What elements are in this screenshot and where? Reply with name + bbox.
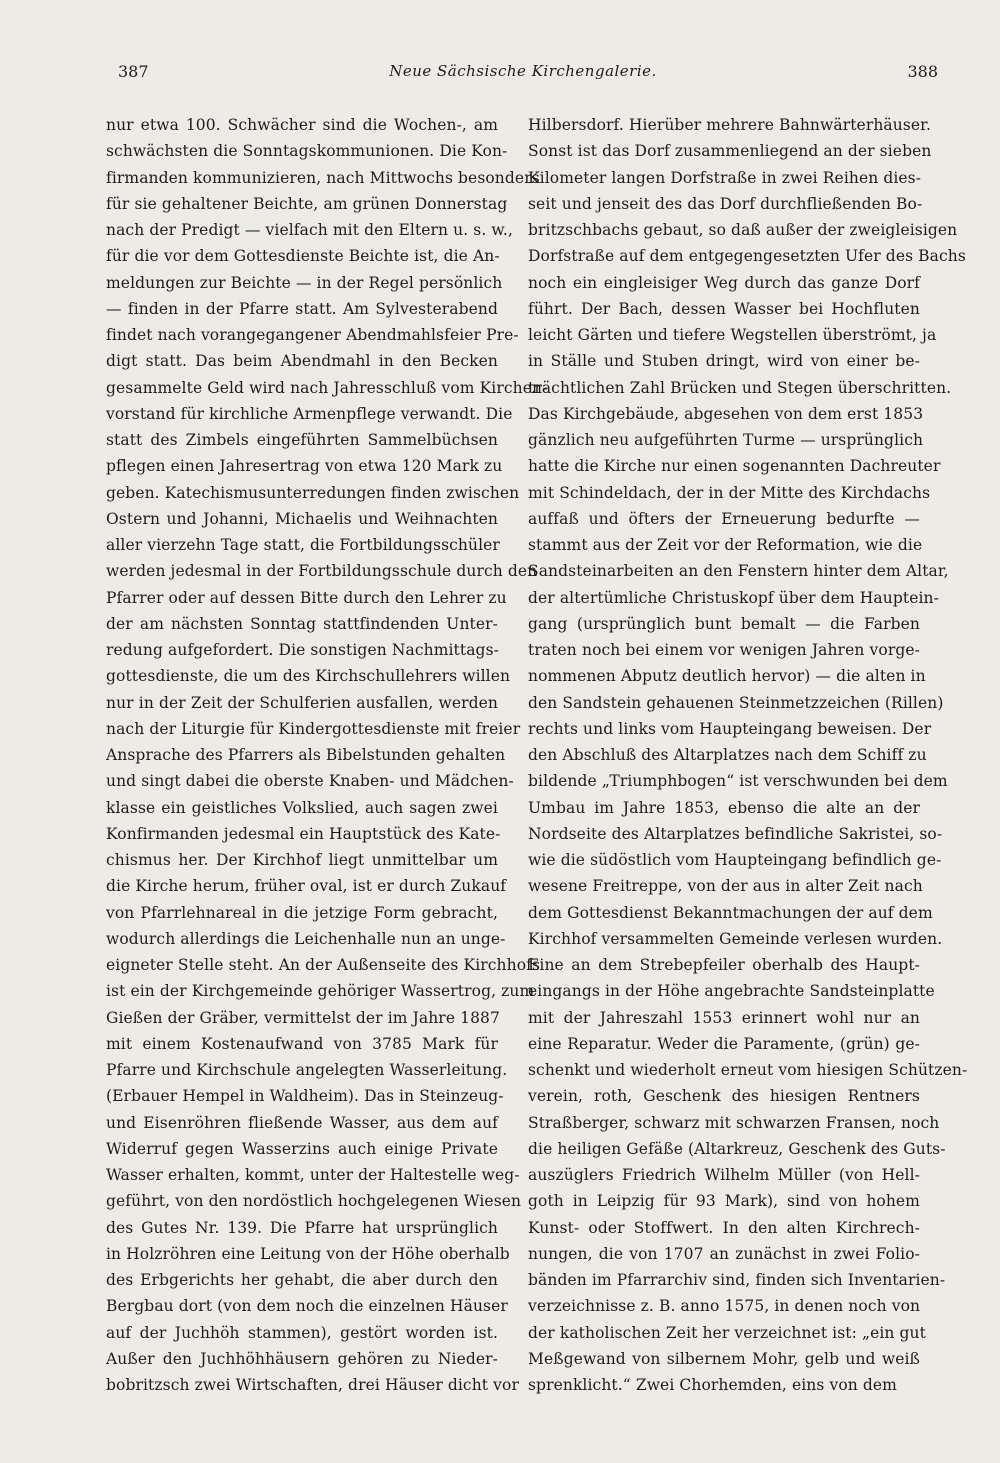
right-column-line: eine Reparatur. Weder die Paramente, (grün) ge-	[528, 1034, 920, 1053]
left-text-column	[106, 112, 548, 1394]
right-column-line: der altertümliche Christuskopf über dem Hauptein-	[528, 588, 939, 607]
left-column-line: (Erbauer Hempel in Waldheim). Das in Steinzeug-	[106, 1087, 504, 1106]
left-column-line: von Pfarrlehnareal in die jetzige Form gebracht,	[106, 903, 498, 922]
left-column-line: pflegen einen Jahresertrag von etwa 120 Mark zu	[106, 457, 503, 476]
right-column-line: mit Schindeldach, der in der Mitte des Kirchdachs	[528, 483, 931, 502]
left-column-line: bobritzsch zwei Wirtschaften, drei Häuser dicht vor	[106, 1376, 519, 1394]
left-column-line: chismus her. Der Kirchhof liegt unmittelbar um	[106, 851, 498, 869]
page-header	[108, 62, 938, 90]
right-column-line: bänden im Pfarrarchiv sind, finden sich Inventarien-	[528, 1271, 946, 1289]
running-title: Neue Sächsische Kirchengalerie.	[389, 62, 657, 80]
right-column-line: Meßgewand von silbernem Mohr, gelb und weiß	[528, 1349, 920, 1368]
left-column-line: gesammelte Geld wird nach Jahresschluß vom Kirchen-	[106, 378, 548, 397]
left-column-line: und singt dabei die oberste Knaben- und Mädchen-	[106, 772, 514, 791]
right-column-line: mit der Jahreszahl 1553 erinnert wohl nur an	[528, 1008, 920, 1027]
left-column-line: der am nächsten Sonntag stattfindenden Unter-	[106, 614, 498, 633]
right-column-line: die heiligen Gefäße (Altarkreuz, Geschenk des Guts-	[528, 1139, 946, 1158]
left-column-line: für sie gehaltener Beichte, am grünen Donnerstag	[106, 194, 508, 213]
right-column-line: bildende „Triumphbogen“ ist verschwunden bei dem	[528, 772, 948, 791]
right-column-line: trächtlichen Zahl Brücken und Stegen überschritten.	[528, 378, 952, 397]
right-column-line: Straßberger, schwarz mit schwarzen Fransen, noch	[528, 1113, 940, 1132]
left-column-line: wodurch allerdings die Leichenhalle nun an unge-	[106, 929, 506, 948]
left-column-line: firmanden kommunizieren, nach Mittwochs besonders	[106, 168, 540, 187]
left-column-line: klasse ein geistliches Volkslied, auch sagen zwei	[106, 798, 498, 817]
page-number-left: 387	[118, 62, 149, 81]
right-column-line: Das Kirchgebäude, abgesehen von dem erst 1853	[528, 404, 924, 423]
right-column-line: nungen, die von 1707 an zunächst in zwei Folio-	[528, 1244, 920, 1263]
right-column-line: auszüglers Friedrich Wilhelm Müller (von Hell-	[528, 1166, 920, 1184]
left-column-line: des Gutes Nr. 139. Die Pfarre hat ursprünglich	[106, 1218, 498, 1237]
left-column-line: gottesdienste, die um des Kirchschullehrers willen	[106, 667, 511, 686]
left-column-line: werden jedesmal in der Fortbildungsschule durch den	[106, 562, 538, 581]
left-column-line: vorstand für kirchliche Armenpflege verwandt. Die	[106, 404, 513, 423]
left-column-line: Widerruf gegen Wasserzins auch einige Private	[106, 1139, 498, 1158]
right-column-line: eingangs in der Höhe angebrachte Sandsteinplatte	[528, 982, 935, 1001]
right-column-line: Umbau im Jahre 1853, ebenso die alte an der	[528, 798, 920, 817]
left-column-line: — finden in der Pfarre statt. Am Sylvesterabend	[106, 299, 498, 318]
left-column-line: geführt, von den nordöstlich hochgelegenen Wiesen	[106, 1192, 522, 1211]
left-column-line: meldungen zur Beichte — in der Regel persönlich	[106, 273, 503, 292]
page-number-right: 388	[907, 62, 938, 81]
right-column-line: auffaß und öfters der Erneuerung bedurfte —	[528, 509, 920, 528]
right-column-line: den Sandstein gehauenen Steinmetzzeichen (Rillen)	[528, 693, 944, 712]
right-column-line: gänzlich neu aufgeführten Turme — ursprünglich	[528, 431, 924, 449]
left-column-line: Konfirmanden jedesmal ein Hauptstück des Kate-	[106, 824, 501, 843]
left-column-line: Außer den Juchhöhhäusern gehören zu Nieder-	[106, 1349, 498, 1368]
left-column-line: die Kirche herum, früher oval, ist er durch Zukauf	[106, 877, 507, 896]
right-column-line: verzeichnisse z. B. anno 1575, in denen noch von	[528, 1297, 921, 1316]
left-column-line: für die vor dem Gottesdienste Beichte ist, die An-	[106, 247, 500, 266]
right-column-line: noch ein eingleisiger Weg durch das ganze Dorf	[528, 273, 920, 292]
left-column-line: des Erbgerichts her gehabt, die aber durch den	[106, 1271, 498, 1289]
right-text-column	[528, 112, 968, 1394]
right-column-line: rechts und links vom Haupteingang beweisen. Der	[528, 719, 932, 738]
left-column-line: Ansprache des Pfarrers als Bibelstunden gehalten	[106, 746, 506, 764]
right-column-line: verein, roth, Geschenk des hiesigen Rentners	[528, 1087, 920, 1106]
right-column-line: traten noch bei einem vor wenigen Jahren vorge-	[528, 641, 920, 659]
left-column-line: und Eisenröhren fließende Wasser, aus dem auf	[106, 1113, 498, 1132]
right-column-line: dem Gottesdienst Bekanntmachungen der auf dem	[528, 903, 933, 922]
right-column-line: hatte die Kirche nur einen sogenannten Dachreuter	[528, 457, 941, 476]
left-column-line: geben. Katechismusunterredungen finden zwischen	[106, 483, 520, 502]
left-column-line: Gießen der Gräber, vermittelst der im Jahre 1887	[106, 1008, 500, 1027]
left-column-line: Wasser erhalten, kommt, unter der Haltestelle weg-	[106, 1166, 520, 1184]
right-column-line: schenkt und wiederholt erneut vom hiesigen Schützen-	[528, 1061, 968, 1079]
right-column-line: sprenklicht.“ Zwei Chorhemden, eins von dem	[528, 1376, 897, 1394]
left-column-line: in Holzröhren eine Leitung von der Höhe oberhalb	[106, 1244, 510, 1263]
right-column-line: wie die südöstlich vom Haupteingang befindlich ge-	[528, 851, 942, 869]
right-column-line: Kunst- oder Stoffwert. In den alten Kirchrech-	[528, 1218, 920, 1237]
right-column-line: den Abschluß des Altarplatzes nach dem Schiff zu	[528, 746, 927, 764]
left-column-line: auf der Juchhöh stammen), gestört worden ist.	[106, 1323, 498, 1342]
right-column-line: Sonst ist das Dorf zusammenliegend an der sieben	[528, 142, 932, 161]
right-column-line: britzschbachs gebaut, so daß außer der zweigleisigen	[528, 221, 958, 239]
left-column-line: Pfarrer oder auf dessen Bitte durch den Lehrer zu	[106, 588, 507, 607]
left-column-line: Pfarre und Kirchschule angelegten Wasserleitung.	[106, 1061, 508, 1079]
left-column-line: Bergbau dort (von dem noch die einzelnen Häuser	[106, 1297, 508, 1316]
right-column-line: wesene Freitreppe, von der aus in alter Zeit nach	[528, 877, 923, 896]
right-column-line: gang (ursprünglich bunt bemalt — die Farben	[528, 614, 920, 633]
left-column-line: aller vierzehn Tage statt, die Fortbildungsschüler	[106, 536, 500, 554]
right-column-line: goth in Leipzig für 93 Mark), sind von hohem	[528, 1192, 920, 1211]
left-column-line: nach der Predigt — vielfach mit den Eltern u. s. w.,	[106, 221, 513, 239]
left-column-line: nur in der Zeit der Schulferien ausfallen, werden	[106, 693, 498, 712]
right-column-line: der katholischen Zeit her verzeichnet ist: „ein gut	[528, 1323, 926, 1342]
left-column-line: mit einem Kostenaufwand von 3785 Mark für	[106, 1034, 498, 1053]
right-column-line: in Ställe und Stuben dringt, wird von einer be-	[528, 352, 920, 371]
right-column-line: stammt aus der Zeit vor der Reformation, wie die	[528, 536, 923, 554]
left-column-line: digt statt. Das beim Abendmahl in den Becken	[106, 352, 498, 371]
left-column-line: nach der Liturgie für Kindergottesdienste mit freier	[106, 719, 521, 738]
right-column-line: Nordseite des Altarplatzes befindliche Sakristei, so-	[528, 824, 943, 843]
right-column-line: Dorfstraße auf dem entgegengesetzten Ufer des Bachs	[528, 247, 966, 266]
left-column-line: redung aufgefordert. Die sonstigen Nachmittags-	[106, 641, 499, 659]
left-column-line: eigneter Stelle steht. An der Außenseite des Kirchhofs	[106, 956, 541, 974]
right-column-line: Sandsteinarbeiten an den Fenstern hinter dem Altar,	[528, 562, 949, 581]
right-column-line: seit und jenseit des das Dorf durchfließenden Bo-	[528, 194, 923, 213]
right-column-line: nommenen Abputz deutlich hervor) — die alten in	[528, 667, 926, 686]
right-column-line: Kilometer langen Dorfstraße in zwei Reihen dies-	[528, 168, 922, 187]
left-column-line: nur etwa 100. Schwächer sind die Wochen-, am	[106, 116, 498, 134]
left-column-line: schwächsten die Sonntagskommunionen. Die Kon-	[106, 142, 508, 161]
right-column-line: Kirchhof versammelten Gemeinde verlesen wurden.	[528, 929, 943, 948]
right-column-line: Eine an dem Strebepfeiler oberhalb des Haupt-	[528, 956, 920, 974]
right-column-line: leicht Gärten und tiefere Wegstellen überströmt, ja	[528, 326, 937, 344]
right-column-line: Hilbersdorf. Hierüber mehrere Bahnwärterhäuser.	[528, 116, 931, 134]
left-column-line: Ostern und Johanni, Michaelis und Weihnachten	[106, 509, 498, 528]
left-column-line: ist ein der Kirchgemeinde gehöriger Wassertrog, zum	[106, 982, 535, 1001]
left-column-line: findet nach vorangegangener Abendmahlsfeier Pre-	[106, 326, 519, 344]
right-column-line: führt. Der Bach, dessen Wasser bei Hochfluten	[528, 299, 920, 318]
left-column-line: statt des Zimbels eingeführten Sammelbüchsen	[106, 431, 498, 449]
